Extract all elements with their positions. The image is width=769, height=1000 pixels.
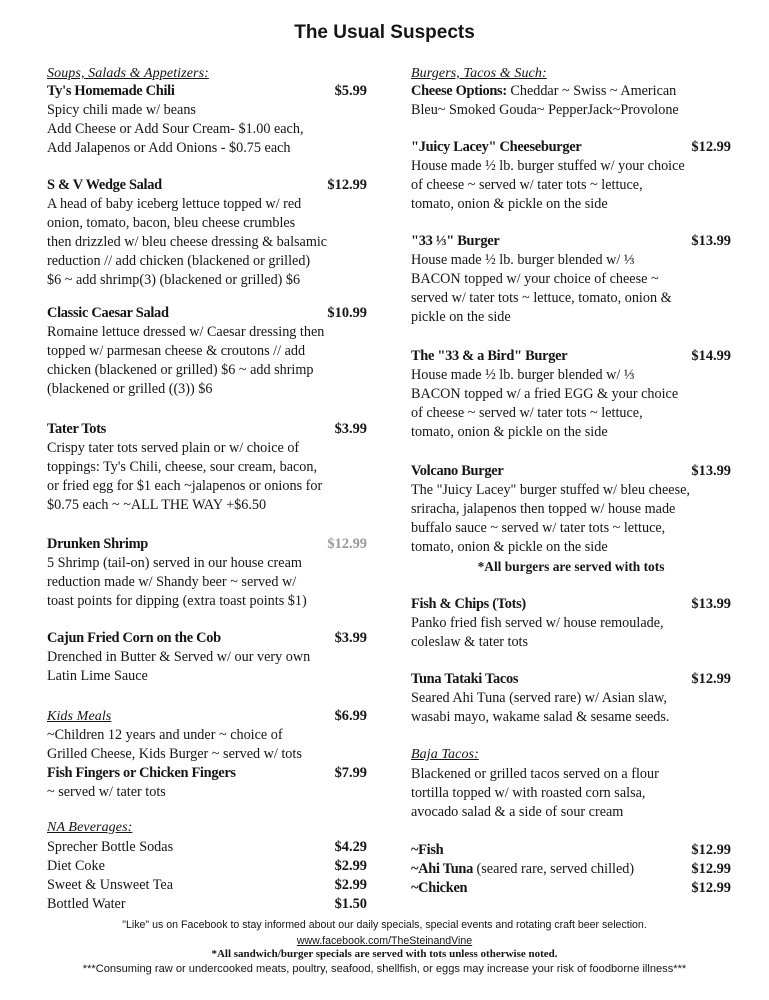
item-name: Fish & Chips (Tots) — [411, 596, 526, 612]
item-name: "33 ⅓" Burger — [411, 233, 500, 249]
item-name: Classic Caesar Salad — [47, 305, 169, 321]
item-desc: Seared Ahi Tuna (served rare) w/ Asian slaw, — [411, 690, 667, 706]
item-price: $12.99 — [327, 177, 367, 193]
item-desc: topped w/ parmesan cheese & croutons // add — [47, 343, 306, 359]
item-desc: (blackened or grilled ((3)) $6 — [47, 381, 213, 397]
section-baja-tacos — [411, 747, 731, 898]
cheese-options — [411, 82, 731, 120]
baja-item — [411, 860, 731, 879]
item-name: Drunken Shrimp — [47, 536, 148, 552]
footer-facebook-link[interactable]: www.facebook.com/TheSteinandVine — [296, 935, 473, 947]
item-desc: Add Jalapenos or Add Onions - $0.75 each — [47, 140, 291, 156]
item-price: $3.99 — [334, 421, 367, 437]
item-desc: A head of baby iceberg lettuce topped w/ red — [47, 196, 302, 212]
item-price: $12.99 — [691, 671, 731, 687]
item-desc: then drizzled w/ bleu cheese dressing & balsamic — [47, 234, 328, 250]
item-desc: avocado salad & a side of sour cream — [411, 804, 624, 820]
item-price: $13.99 — [691, 463, 731, 479]
item-name: Tater Tots — [47, 421, 106, 437]
item-desc: Crispy tater tots served plain or w/ choice of — [47, 440, 300, 456]
item-name: Fish Fingers or Chicken Fingers — [47, 765, 236, 781]
item-price: $2.99 — [334, 877, 367, 893]
menu-item-wedge-salad — [47, 176, 367, 290]
item-desc: of cheese ~ served w/ tater tots ~ lettuce, — [411, 405, 643, 421]
item-desc: reduction made w/ Shandy beer ~ served w/ — [47, 574, 297, 590]
footer-tots-note: *All sandwich/burger specials are served with tots unless otherwise noted. — [211, 948, 558, 960]
section-heading-kids: Kids Meals — [47, 709, 112, 724]
item-desc: wasabi mayo, wakame salad & sesame seeds. — [411, 709, 670, 725]
menu-item-drunken-shrimp — [47, 535, 367, 611]
item-desc: ~Children 12 years and under ~ choice of — [47, 727, 283, 743]
item-name: S & V Wedge Salad — [47, 177, 162, 193]
item-price: $13.99 — [691, 596, 731, 612]
item-price: $12.99 — [691, 842, 731, 858]
item-desc: Spicy chili made w/ beans — [47, 102, 196, 118]
item-name: ~Fish — [411, 842, 444, 858]
item-name: ~Ahi Tuna — [411, 861, 473, 877]
item-price: $6.99 — [334, 708, 367, 724]
item-desc: Latin Lime Sauce — [47, 668, 148, 684]
section-kids-meals — [47, 707, 367, 802]
item-name: Sprecher Bottle Sodas — [47, 839, 174, 855]
menu-item-chili — [47, 82, 367, 158]
item-desc: $0.75 each ~ ~ALL THE WAY +$6.50 — [47, 497, 267, 513]
item-desc: tomato, onion & pickle on the side — [411, 424, 608, 440]
item-price: $4.29 — [334, 839, 367, 855]
menu-item-33-burger — [411, 232, 731, 327]
item-price: $5.99 — [334, 83, 367, 99]
item-desc: served w/ tater tots ~ lettuce, tomato, onion & — [411, 290, 672, 306]
menu-item-fish-chips — [411, 595, 731, 652]
item-desc: pickle on the side — [411, 309, 511, 325]
item-desc: Blackened or grilled tacos served on a flour — [411, 766, 659, 782]
item-desc: toast points for dipping (extra toast points $1) — [47, 593, 307, 609]
section-heading-baja: Baja Tacos: — [411, 747, 479, 762]
section-na-beverages — [47, 820, 367, 914]
section-heading-soups: Soups, Salads & Appetizers: — [47, 66, 209, 81]
item-price: $12.99 — [691, 880, 731, 896]
page-title: The Usual Suspects — [294, 22, 475, 43]
menu-item-juicy-lacey — [411, 138, 731, 214]
item-desc: Romaine lettuce dressed w/ Caesar dressing then — [47, 324, 325, 340]
cheese-options-list: Cheddar ~ Swiss ~ American — [506, 83, 677, 99]
item-name: ~Chicken — [411, 880, 468, 896]
item-desc: House made ½ lb. burger blended w/ ⅓ — [411, 367, 635, 383]
item-desc: House made ½ lb. burger blended w/ ⅓ — [411, 252, 635, 268]
burgers-tots-note: *All burgers are served with tots — [477, 559, 665, 574]
item-desc: of cheese ~ served w/ tater tots ~ lettuce, — [411, 177, 643, 193]
item-desc: 5 Shrimp (tail-on) served in our house cream — [47, 555, 302, 571]
item-price: $13.99 — [691, 233, 731, 249]
item-name: "Juicy Lacey" Cheeseburger — [411, 139, 582, 155]
item-desc: tomato, onion & pickle on the side — [411, 539, 608, 555]
section-heading-burgers: Burgers, Tacos & Such: — [411, 66, 547, 81]
item-desc: Panko fried fish served w/ house remoulade, — [411, 615, 664, 631]
item-desc: coleslaw & tater tots — [411, 634, 529, 650]
item-name: Ty's Homemade Chili — [47, 83, 175, 99]
item-name: The "33 & a Bird" Burger — [411, 348, 568, 364]
item-desc: BACON topped w/ your choice of cheese ~ — [411, 271, 659, 287]
menu-item-tuna-tataki — [411, 670, 731, 727]
item-name: Volcano Burger — [411, 463, 504, 479]
item-desc: Grilled Cheese, Kids Burger ~ served w/ tots — [47, 746, 302, 762]
item-price: $14.99 — [691, 348, 731, 364]
menu-item-cajun-corn — [47, 629, 367, 686]
item-price: $1.50 — [334, 896, 367, 912]
item-desc: toppings: Ty's Chili, cheese, sour cream, bacon, — [47, 459, 318, 475]
baja-item — [411, 841, 731, 860]
item-desc: onion, tomato, bacon, bleu cheese crumbles — [47, 215, 296, 231]
item-desc: House made ½ lb. burger stuffed w/ your choice — [411, 158, 685, 174]
item-desc: BACON topped w/ a fried EGG & your choice — [411, 386, 679, 402]
item-desc: chicken (blackened or grilled) $6 ~ add shrimp — [47, 362, 314, 378]
item-price: $2.99 — [334, 858, 367, 874]
item-name: Bottled Water — [47, 896, 126, 912]
menu-item-caesar-salad — [47, 304, 367, 399]
item-desc: reduction // add chicken (blackened or grilled) — [47, 253, 311, 269]
item-extra: (seared rare, served chilled) — [473, 861, 635, 877]
item-desc: tomato, onion & pickle on the side — [411, 196, 608, 212]
item-desc: tortilla topped w/ with roasted corn salsa, — [411, 785, 646, 801]
item-desc: Drenched in Butter & Served w/ our very own — [47, 649, 311, 665]
item-price: $12.99 — [327, 536, 367, 552]
item-desc: buffalo sauce ~ served w/ tater tots ~ lettuce, — [411, 520, 666, 536]
item-desc: or fried egg for $1 each ~jalapenos or onions for — [47, 478, 323, 494]
menu-item-volcano-burger — [411, 462, 731, 576]
footer-facebook-note: "Like" us on Facebook to stay informed about our daily specials, special events and rotating craft beer selection. — [122, 919, 647, 931]
item-price: $7.99 — [334, 765, 367, 781]
item-price: $3.99 — [334, 630, 367, 646]
item-name: Tuna Tataki Tacos — [411, 671, 519, 687]
menu-item-33-and-a-bird — [411, 347, 731, 442]
item-price: $10.99 — [327, 305, 367, 321]
baja-item — [411, 879, 731, 898]
item-desc: Add Cheese or Add Sour Cream- $1.00 each, — [47, 121, 304, 137]
item-desc: ~ served w/ tater tots — [47, 784, 166, 800]
section-heading-beverages: NA Beverages: — [47, 820, 133, 835]
item-price: $12.99 — [691, 139, 731, 155]
item-desc: $6 ~ add shrimp(3) (blackened or grilled) $6 — [47, 272, 301, 288]
item-name: Diet Coke — [47, 858, 105, 874]
cheese-options-list: Bleu~ Smoked Gouda~ PepperJack~Provolone — [411, 102, 679, 118]
item-name: Sweet & Unsweet Tea — [47, 877, 174, 893]
item-desc: The "Juicy Lacey" burger stuffed w/ bleu cheese, — [411, 482, 690, 498]
cheese-options-label: Cheese Options: — [411, 83, 507, 99]
footer-health-warning: ***Consuming raw or undercooked meats, poultry, seafood, shellfish, or eggs may increase your risk of foodborne illness*** — [82, 963, 687, 975]
menu-item-tater-tots — [47, 420, 367, 515]
item-price: $12.99 — [691, 861, 731, 877]
item-name: Cajun Fried Corn on the Cob — [47, 630, 221, 646]
item-desc: sriracha, jalapenos then topped w/ house made — [411, 501, 676, 517]
